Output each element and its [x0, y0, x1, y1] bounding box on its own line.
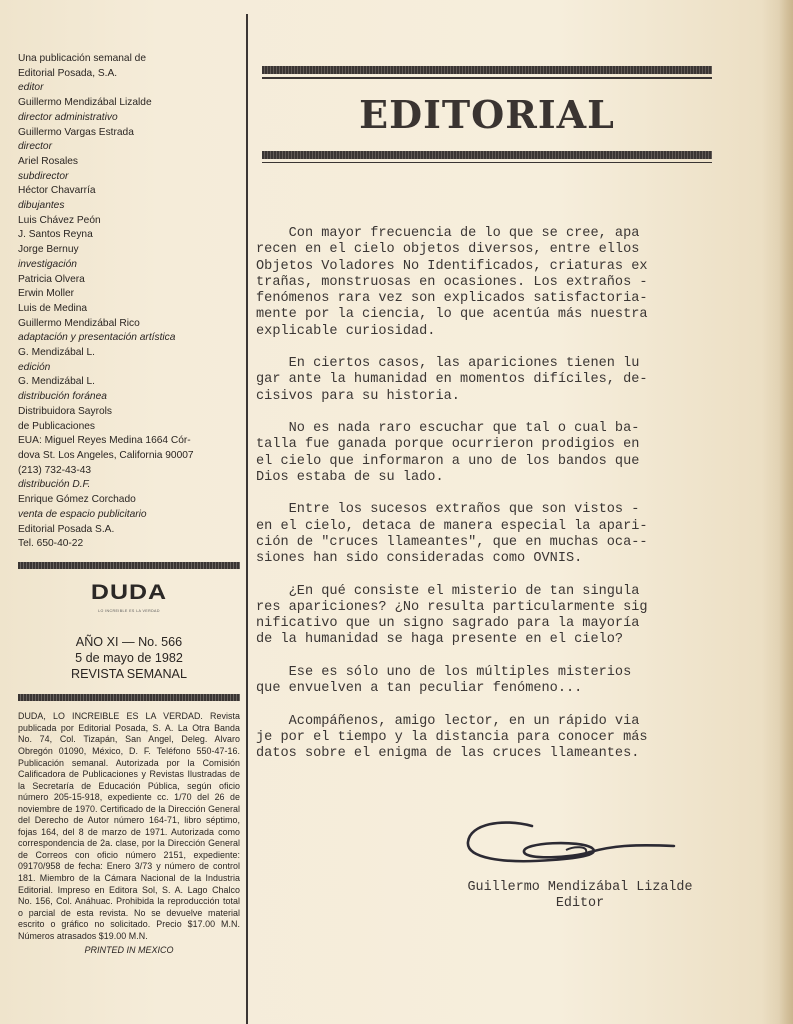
- staff-name: Luis de Medina: [18, 302, 88, 314]
- staff-role: adaptación y presentación artística: [18, 332, 176, 344]
- staff-name: J. Santos Reyna: [18, 229, 93, 241]
- signer-title: Editor: [555, 896, 605, 911]
- staff-name: Guillermo Mendizábal Rico: [18, 317, 140, 329]
- editorial-paragraph: [256, 714, 722, 763]
- paragraph-line: ¿En qué consiste el misterio de tan singula: [256, 583, 640, 599]
- signer-block: [440, 880, 720, 912]
- paragraph-line: trañas, monstruosas en ocasiones. Los extraños -: [256, 274, 648, 290]
- staff-name: Una publicación semanal de: [18, 53, 146, 64]
- paragraph-line: gar ante la humanidad en momentos difíciles, de-: [256, 372, 648, 388]
- staff-name: Patricia Olvera: [18, 273, 85, 285]
- staff-name: Editorial Posada, S.A.: [18, 67, 118, 79]
- staff-list: [18, 52, 240, 552]
- staff-name: dova St. Los Angeles, California 90007: [18, 449, 194, 461]
- masthead-top-rule: [262, 77, 712, 79]
- paragraph-line: talla fue ganada porque ocurrieron prodigios en: [256, 437, 640, 453]
- paragraph-line: Entre los sucesos extraños que son vistos -: [256, 502, 640, 518]
- editorial-paragraph: [256, 502, 722, 567]
- paragraph-line: Con mayor frecuencia de lo que se cree, apa: [256, 226, 640, 241]
- staff-name: (213) 732-43-43: [18, 464, 92, 476]
- staff-name: Enrique Gómez Corchado: [18, 494, 136, 506]
- paragraph-line: Objetos Voladores No Identificados, criaturas ex: [256, 258, 648, 274]
- issue-type: REVISTA SEMANAL: [71, 667, 187, 682]
- paragraph-line: res apariciones? ¿No resulta particularmente sig: [256, 599, 648, 615]
- paragraph-line: el cielo que informaron a uno de los bandos que: [256, 453, 640, 469]
- editorial-paragraph: [256, 356, 722, 405]
- legal-notice: DUDA, LO INCREIBLE ES LA VERDAD. Revista publicada por Editorial Posada, S. A. La Otra Banda No. 74, Col. Tizapán, San Angel, Deleg. Alvaro Obregón 01090, México, D. F. Teléfono 550-47-16. Publicación semanal. Autorizada por la Comisión Calificadora de Publicaciones y Revistas Ilustradas de la Secretaría de Educación Pública, según oficio número 205-15-918, expediente cc. 1/70 del 26 de noviembre de 1970. Certificado de la Dirección General del Derecho de Autor número 164-71, libro séptimo, fojas 164, del 8 de marzo de 1971. Autorizada como correspondencia de 2a. clase, por la Dirección General de Correos con oficio número 2151, expediente: 09170/958 de fecha: Enero 3/73 y número de control 181. Miembro de la Cámara Nacional de la Industria Editorial. Impreso en Editora Sol, S. A. Lago Chalco No. 156, Col. Anáhuac. Prohibida la reproducción total o parcial de esta revista. No se devuelve material escrito o gráfico no solicitado. Precio $17.00 M.N. Números atrasados $19.00 M.N.: [18, 711, 240, 941]
- editorial-paragraph: [256, 665, 722, 698]
- paragraph-line: cisivos para su historia.: [256, 388, 460, 404]
- editorial-masthead: [262, 66, 712, 163]
- issue-year-number: AÑO XI — No. 566: [75, 635, 183, 650]
- paragraph-line: Ese es sólo uno de los múltiples misterios: [256, 664, 632, 680]
- signer-name: Guillermo Mendizábal Lizalde: [467, 880, 693, 895]
- masthead-bottom-bar: [262, 151, 712, 159]
- staff-name: de Publicaciones: [18, 420, 96, 432]
- paragraph-line: que envuelven a tan peculiar fenómeno...: [256, 681, 583, 696]
- staff-name: Guillermo Mendizábal Lizalde: [18, 97, 152, 109]
- staff-name: G. Mendizábal L.: [18, 376, 96, 388]
- editorial-paragraph: [256, 421, 722, 486]
- printed-in-label: PRINTED IN MEXICO: [84, 945, 174, 956]
- staff-name: Luis Chávez Peón: [18, 214, 101, 226]
- credits-column: [18, 52, 240, 958]
- logo-tagline: LO INCREIBLE ES LA VERDAD: [98, 608, 160, 613]
- paragraph-line: En ciertos casos, las apariciones tienen lu: [256, 356, 640, 371]
- masthead-top-bar: [262, 66, 712, 74]
- staff-role: investigación: [18, 258, 77, 270]
- staff-name: Tel. 650-40-22: [18, 538, 84, 550]
- paragraph-line: nificativo que un signo sagrado para la mayoría: [256, 616, 640, 631]
- divider-bar: [18, 562, 240, 569]
- staff-name: Héctor Chavarría: [18, 185, 96, 197]
- editorial-paragraph: [256, 584, 722, 649]
- staff-role: distribución D.F.: [18, 479, 91, 491]
- issue-date: 5 de mayo de 1982: [75, 651, 183, 666]
- paragraph-line: explicable curiosidad.: [256, 323, 436, 339]
- staff-role: venta de espacio publicitario: [18, 508, 147, 520]
- staff-role: edición: [18, 361, 51, 373]
- logo-block: [18, 580, 240, 618]
- signature: [462, 816, 692, 876]
- editorial-paragraph: [256, 226, 722, 340]
- staff-name: Editorial Posada S.A.: [18, 523, 115, 535]
- staff-name: Distribuidora Sayrols: [18, 405, 112, 417]
- paragraph-line: Acompáñenos, amigo lector, en un rápido via: [256, 713, 640, 729]
- paragraph-line: Dios estaba de su lado.: [256, 469, 444, 485]
- staff-name: Ariel Rosales: [18, 155, 79, 167]
- staff-name: EUA: Miguel Reyes Medina 1664 Cór-: [18, 435, 191, 447]
- paragraph-line: de la humanidad se haga presente en el cielo?: [256, 632, 624, 648]
- page-fold-shadow: [779, 0, 793, 1024]
- masthead-bottom-rule: [262, 162, 712, 164]
- staff-role: dibujantes: [18, 200, 65, 212]
- paragraph-line: datos sobre el enigma de las cruces llameantes.: [256, 746, 640, 761]
- staff-role: director: [18, 141, 52, 153]
- paragraph-line: ción de "cruces llameantes", que en muchas oca--: [256, 534, 648, 550]
- column-rule: [246, 14, 248, 1024]
- divider-bar: [18, 694, 240, 701]
- editorial-title: EDITORIAL: [359, 91, 615, 137]
- paragraph-line: recen en el cielo objetos diversos, entre ellos: [256, 242, 640, 258]
- staff-name: Erwin Moller: [18, 288, 75, 300]
- editorial-body: [256, 226, 722, 779]
- duda-logo: DUDA: [90, 580, 168, 604]
- staff-role: subdirector: [18, 170, 69, 182]
- staff-name: Jorge Bernuy: [18, 244, 79, 256]
- paragraph-line: je por el tiempo y la distancia para conocer más: [256, 729, 648, 745]
- staff-role: editor: [18, 82, 44, 94]
- paragraph-line: mente por la ciencia, lo que acentúa más nuestra: [256, 307, 648, 323]
- staff-role: distribución foránea: [18, 391, 107, 403]
- paragraph-line: siones han sido consideradas como OVNIS.: [256, 551, 583, 566]
- handwritten-signature-icon: [462, 816, 692, 876]
- staff-name: G. Mendizábal L.: [18, 347, 96, 359]
- staff-name: Guillermo Vargas Estrada: [18, 126, 134, 138]
- paragraph-line: No es nada raro escuchar que tal o cual ba-: [256, 421, 640, 436]
- paragraph-line: en el cielo, detaca de manera especial la apari-: [256, 518, 648, 534]
- issue-info: [18, 634, 240, 682]
- paragraph-line: fenómenos rara vez son explicados satisfactoria-: [256, 291, 648, 306]
- staff-role: director administrativo: [18, 111, 118, 123]
